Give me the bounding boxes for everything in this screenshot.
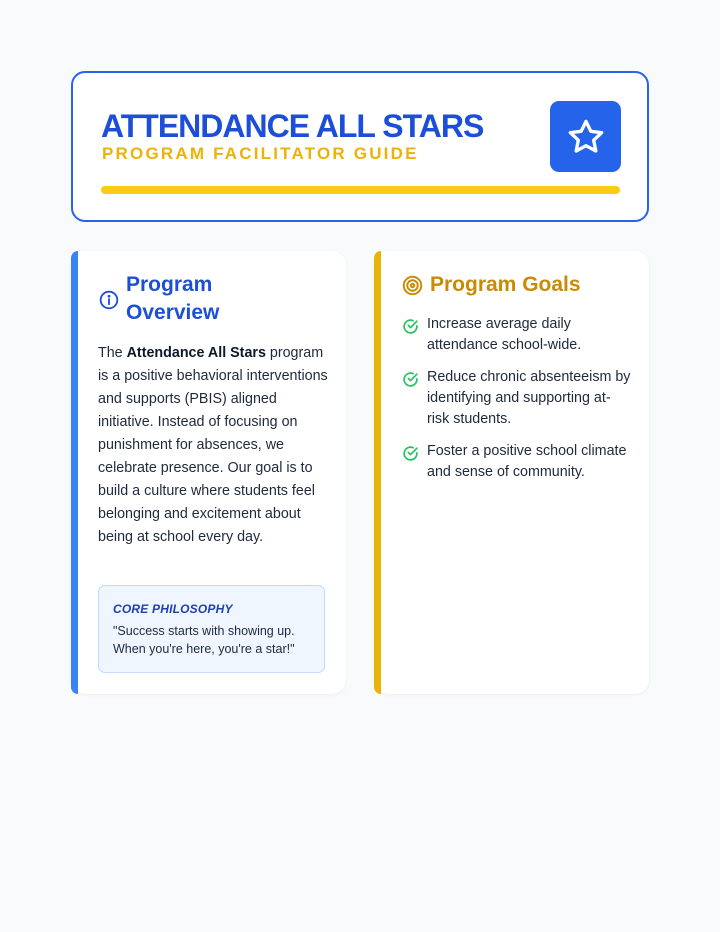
star-icon bbox=[566, 117, 606, 157]
check-circle-icon bbox=[402, 318, 419, 335]
program-overview-title: Program Overview bbox=[126, 273, 220, 324]
target-icon bbox=[402, 275, 423, 296]
info-icon bbox=[99, 290, 119, 310]
check-circle-icon bbox=[402, 371, 419, 388]
header-accent-bar bbox=[101, 186, 620, 194]
page-subtitle: PROGRAM FACILITATOR GUIDE bbox=[102, 144, 419, 163]
program-overview-card bbox=[71, 251, 346, 694]
program-name-highlight: Attendance All Stars bbox=[126, 345, 266, 361]
goal-item: Increase average daily attendance school-wide. bbox=[402, 314, 632, 356]
program-goals-title: Program Goals bbox=[430, 273, 581, 296]
program-goals-card bbox=[374, 251, 649, 694]
star-badge bbox=[550, 101, 621, 172]
program-overview-text: The Attendance All Stars program is a positive behavioral interventions and supports (PBIS) aligned initiative. Instead of focusing on punishment for absences, we celebrate presence. Our goal is to build a culture where students feel belonging and excitement about being at school every day. bbox=[98, 345, 328, 545]
core-philosophy-box bbox=[98, 585, 325, 673]
core-philosophy-quote: "Success starts with showing up. When you're here, you're a star!" bbox=[113, 624, 295, 656]
goal-list bbox=[402, 314, 632, 494]
check-circle-icon bbox=[402, 445, 419, 462]
goal-item: Foster a positive school climate and sense of community. bbox=[402, 441, 632, 483]
core-philosophy-label: CORE PHILOSOPHY bbox=[113, 602, 233, 616]
header-card bbox=[71, 71, 649, 222]
page-title: ATTENDANCE ALL STARS bbox=[101, 108, 484, 144]
goal-item: Reduce chronic absenteeism by identifying and supporting at-risk students. bbox=[402, 367, 632, 430]
